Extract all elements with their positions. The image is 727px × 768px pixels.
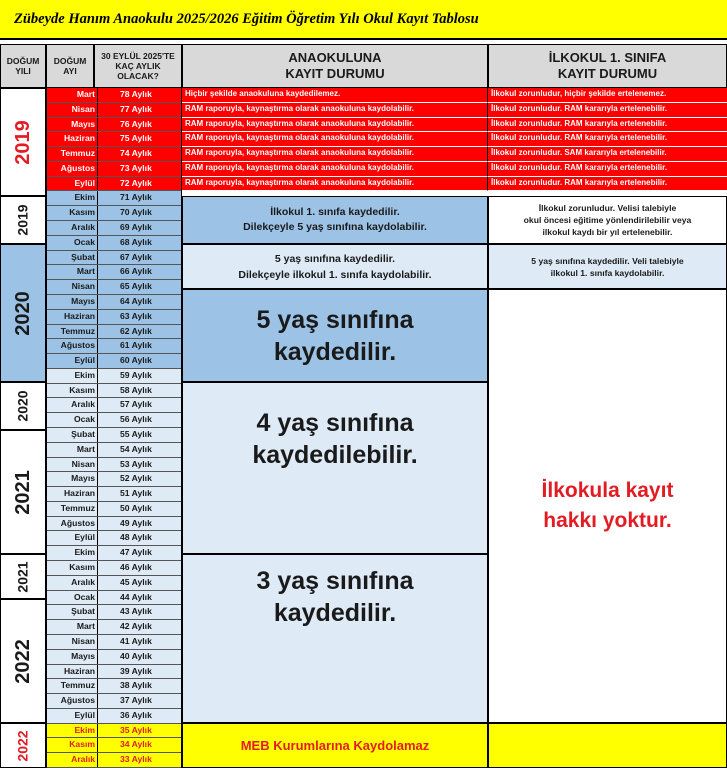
- table-row: [46, 339, 182, 354]
- birth-month: Kasım: [46, 384, 98, 398]
- age-months: 58 Aylık: [120, 384, 152, 395]
- year-cell: 2021: [0, 554, 46, 599]
- table-row: [46, 251, 182, 266]
- table-row: [46, 753, 182, 768]
- birth-month: Ocak: [46, 236, 98, 250]
- table-row: [46, 398, 182, 413]
- table-row: [46, 177, 182, 192]
- birth-month: Temmuz: [46, 147, 98, 161]
- age-months: 78 Aylık: [120, 89, 152, 99]
- age-months: 47 Aylık: [120, 547, 152, 558]
- block-four-year-class: [182, 382, 488, 554]
- birth-month: Mart: [46, 620, 98, 634]
- four-line2: kaydedilebilir.: [252, 441, 418, 469]
- age-months: 46 Aylık: [120, 562, 152, 573]
- four-line1: 4 yaş sınıfına: [256, 409, 414, 437]
- age-months: 44 Aylık: [120, 591, 152, 602]
- table-row: [46, 369, 182, 384]
- birth-month: Eylül: [46, 531, 98, 545]
- table-row: [46, 679, 182, 694]
- birth-month: Eylül: [46, 177, 98, 191]
- block-meb-cannot-register: MEB Kurumlarına Kaydolamaz: [182, 723, 488, 768]
- table-row: [46, 118, 182, 133]
- table-row: [46, 191, 182, 206]
- no-primary-line1: İlkokula kayıt: [541, 479, 674, 502]
- block2-primary-line1: 5 yaş sınıfına kaydedilir. Veli talebiyle: [531, 255, 684, 266]
- table-row: [46, 738, 182, 753]
- birth-month: Kasım: [46, 206, 98, 220]
- table-row: [46, 546, 182, 561]
- age-months: 51 Aylık: [120, 488, 152, 499]
- table-row: [46, 576, 182, 591]
- header-birth-year: DOĞUM YILI: [0, 44, 46, 88]
- table-row: [46, 221, 182, 236]
- age-months: 49 Aylık: [120, 517, 152, 528]
- birth-month: Ekim: [46, 369, 98, 383]
- block-five-year-primary: [488, 244, 727, 289]
- age-months: 45 Aylık: [120, 576, 152, 587]
- age-months: 69 Aylık: [120, 222, 152, 233]
- header-preschool-line2: KAYIT DURUMU: [285, 66, 385, 81]
- preschool-status: RAM raporuyla, kaynaştırma olarak anaokuluna kaydolabilir.: [182, 162, 488, 177]
- birth-month: Şubat: [46, 605, 98, 619]
- primary-status: İlkokul zorunludur. RAM kararıyla ertelenebilir.: [488, 162, 727, 177]
- table-row: [46, 487, 182, 502]
- table-row: [46, 162, 182, 177]
- age-months: 68 Aylık: [120, 236, 152, 247]
- age-months: 36 Aylık: [120, 709, 152, 720]
- table-row: [46, 517, 182, 532]
- birth-month: Nisan: [46, 280, 98, 294]
- birth-month: Ocak: [46, 591, 98, 605]
- table-row: [46, 709, 182, 724]
- five-line1: 5 yaş sınıfına: [256, 305, 414, 334]
- preschool-status: RAM raporuyla, kaynaştırma olarak anaokuluna kaydolabilir.: [182, 118, 488, 133]
- birth-month: Ağustos: [46, 517, 98, 531]
- block-no-primary-right: [488, 289, 727, 723]
- preschool-status: RAM raporuyla, kaynaştırma olarak anaokuluna kaydolabilir.: [182, 147, 488, 162]
- age-months: 66 Aylık: [120, 266, 152, 277]
- table-row: [46, 132, 182, 147]
- block1-line2: Dilekçeyle 5 yaş sınıfına kaydolabilir.: [243, 221, 427, 233]
- birth-month: Ekim: [46, 546, 98, 560]
- table-row: [46, 88, 182, 103]
- birth-month: Mayıs: [46, 650, 98, 664]
- block1-line1: İlkokul 1. sınıfa kaydedilir.: [270, 206, 400, 218]
- birth-month: Aralık: [46, 221, 98, 235]
- birth-month: Şubat: [46, 251, 98, 265]
- table-row: [46, 620, 182, 635]
- age-months: 35 Aylık: [120, 724, 152, 735]
- header-primary-line2: KAYIT DURUMU: [557, 66, 658, 81]
- age-months: 41 Aylık: [120, 635, 152, 646]
- primary-status: İlkokul zorunludur, hiçbir şekilde ertelenemez.: [488, 88, 727, 103]
- birth-month: Ekim: [46, 724, 98, 738]
- table-row: [46, 206, 182, 221]
- table-row: [46, 236, 182, 251]
- age-months: 62 Aylık: [120, 325, 152, 336]
- table-row: [46, 354, 182, 369]
- birth-month: Mayıs: [46, 295, 98, 309]
- table-row: [46, 280, 182, 295]
- age-months: 71 Aylık: [120, 192, 152, 203]
- table-row: [46, 443, 182, 458]
- age-months: 53 Aylık: [120, 458, 152, 469]
- five-line2: kaydedilir.: [273, 337, 397, 366]
- year-cell: 2022: [0, 723, 46, 768]
- table-row: [46, 310, 182, 325]
- block2-line1: 5 yaş sınıfına kaydedilir.: [274, 252, 396, 265]
- age-months: 37 Aylık: [120, 695, 152, 706]
- primary-status: İlkokul zorunludur. RAM kararıyla ertelenebilir.: [488, 177, 727, 192]
- table-row: [46, 428, 182, 443]
- table-row: [46, 458, 182, 473]
- table-row: [46, 472, 182, 487]
- birth-month: Mart: [46, 88, 98, 102]
- header-birth-month: DOĞUM AYI: [46, 44, 94, 88]
- header-preschool: [182, 44, 488, 88]
- header-preschool-line1: ANAOKULUNA: [288, 50, 382, 65]
- page-title: Zübeyde Hanım Anaokulu 2025/2026 Eğitim Öğretim Yılı Okul Kayıt Tablosu: [0, 0, 727, 40]
- age-months: 76 Aylık: [120, 118, 152, 129]
- birth-month: Ağustos: [46, 694, 98, 708]
- birth-month: Mart: [46, 443, 98, 457]
- table-row: [46, 561, 182, 576]
- age-months: 70 Aylık: [120, 207, 152, 218]
- birth-month: Aralık: [46, 398, 98, 412]
- table-row: [46, 650, 182, 665]
- table-row: [46, 325, 182, 340]
- birth-month: Nisan: [46, 103, 98, 117]
- block2-line2: Dilekçeyle ilkokul 1. sınıfa kaydolabilir.: [238, 268, 432, 281]
- birth-month: Temmuz: [46, 679, 98, 693]
- table-row: [46, 531, 182, 546]
- table-row: [46, 295, 182, 310]
- birth-month: Temmuz: [46, 325, 98, 339]
- block-primary-compulsory: [488, 196, 727, 244]
- age-months: 48 Aylık: [120, 532, 152, 543]
- birth-month: Aralık: [46, 753, 98, 767]
- table-row: [46, 591, 182, 606]
- three-line2: kaydedilir.: [273, 599, 397, 627]
- block2-primary-line2: ilkokul 1. sınıfa kaydolabilir.: [550, 267, 665, 278]
- age-months: 75 Aylık: [120, 133, 152, 144]
- block1-primary-line3: ilkokul kaydı bir yıl ertelenebilir.: [542, 227, 673, 237]
- preschool-status: RAM raporuyla, kaynaştırma olarak anaokuluna kaydolabilir.: [182, 177, 488, 192]
- preschool-status: Hiçbir şekilde anaokuluna kaydedilemez.: [182, 88, 488, 103]
- block-meb-primary-empty: [488, 723, 727, 768]
- header-age-months: 30 EYLÜL 2025'TE KAÇ AYLIK OLACAK?: [94, 44, 182, 88]
- table-row: [46, 635, 182, 650]
- year-cell: 2020: [0, 382, 46, 430]
- table-row: [46, 605, 182, 620]
- block-three-year-class: [182, 554, 488, 723]
- preschool-status: RAM raporuyla, kaynaştırma olarak anaokuluna kaydolabilir.: [182, 132, 488, 147]
- age-months: 39 Aylık: [120, 665, 152, 676]
- age-months: 77 Aylık: [120, 103, 152, 114]
- birth-month: Eylül: [46, 354, 98, 368]
- table-row: [46, 384, 182, 399]
- age-months: 40 Aylık: [120, 650, 152, 661]
- age-months: 72 Aylık: [120, 177, 152, 188]
- birth-month: Eylül: [46, 709, 98, 723]
- year-cell: 2019: [0, 196, 46, 244]
- age-months: 73 Aylık: [120, 162, 152, 173]
- age-months: 59 Aylık: [120, 369, 152, 380]
- birth-month: Mayıs: [46, 472, 98, 486]
- block-five-year-class: [182, 289, 488, 382]
- birth-month: Nisan: [46, 458, 98, 472]
- age-months: 67 Aylık: [120, 251, 152, 262]
- birth-month: Mayıs: [46, 118, 98, 132]
- birth-month: Şubat: [46, 428, 98, 442]
- birth-month: Kasım: [46, 561, 98, 575]
- table-row: [46, 265, 182, 280]
- age-months: 61 Aylık: [120, 340, 152, 351]
- birth-month: Aralık: [46, 576, 98, 590]
- age-months: 63 Aylık: [120, 310, 152, 321]
- birth-month: Kasım: [46, 738, 98, 752]
- table-row: [46, 147, 182, 162]
- three-line1: 3 yaş sınıfına: [256, 567, 414, 595]
- table-row: [46, 694, 182, 709]
- age-months: 33 Aylık: [120, 754, 152, 765]
- block-primary-first-grade: [182, 196, 488, 244]
- year-cell: 2019: [0, 88, 46, 196]
- birth-month: Haziran: [46, 132, 98, 146]
- table-row: [46, 103, 182, 118]
- table-row: [46, 665, 182, 680]
- birth-month: Mart: [46, 265, 98, 279]
- age-months: 50 Aylık: [120, 502, 152, 513]
- primary-status: İlkokul zorunludur. RAM kararıyla ertelenebilir.: [488, 103, 727, 118]
- age-months: 52 Aylık: [120, 473, 152, 484]
- year-cell: 2021: [0, 430, 46, 554]
- table-row: [46, 413, 182, 428]
- age-months: 74 Aylık: [120, 148, 152, 159]
- table-row: [46, 502, 182, 517]
- birth-month: Ekim: [46, 191, 98, 205]
- birth-month: Haziran: [46, 487, 98, 501]
- preschool-status: RAM raporuyla, kaynaştırma olarak anaokuluna kaydolabilir.: [182, 103, 488, 118]
- birth-month: Haziran: [46, 665, 98, 679]
- block1-primary-line2: okul öncesi eğitime yönlendirilebilir veya: [523, 215, 692, 225]
- birth-month: Haziran: [46, 310, 98, 324]
- age-months: 38 Aylık: [120, 680, 152, 691]
- birth-month: Ağustos: [46, 339, 98, 353]
- age-months: 64 Aylık: [120, 295, 152, 306]
- birth-month: Ocak: [46, 413, 98, 427]
- age-months: 57 Aylık: [120, 399, 152, 410]
- header-primary-line1: İLKOKUL 1. SINIFA: [548, 50, 667, 65]
- birth-month: Ağustos: [46, 162, 98, 176]
- age-months: 65 Aylık: [120, 281, 152, 292]
- primary-status: İlkokul zorunludur. RAM kararıyla ertelenebilir.: [488, 132, 727, 147]
- year-cell: 2022: [0, 599, 46, 723]
- block1-primary-line1: İlkokul zorunludur. Velisi talebiyle: [538, 203, 677, 213]
- birth-month: Temmuz: [46, 502, 98, 516]
- birth-month: Nisan: [46, 635, 98, 649]
- primary-status: İlkokul zorunludur. RAM kararıyla ertelenebilir.: [488, 118, 727, 133]
- age-months: 42 Aylık: [120, 621, 152, 632]
- age-months: 60 Aylık: [120, 355, 152, 366]
- no-primary-line2: hakkı yoktur.: [543, 509, 672, 532]
- table-row: [46, 724, 182, 739]
- header-primary: [488, 44, 727, 88]
- block-five-year-petition: [182, 244, 488, 289]
- age-months: 34 Aylık: [120, 739, 152, 750]
- primary-status: İlkokul zorunludur. SAM kararıyla ertelenebilir.: [488, 147, 727, 162]
- age-months: 55 Aylık: [120, 429, 152, 439]
- age-months: 54 Aylık: [120, 443, 152, 454]
- age-months: 43 Aylık: [120, 606, 152, 617]
- year-cell: 2020: [0, 244, 46, 382]
- age-months: 56 Aylık: [120, 414, 152, 425]
